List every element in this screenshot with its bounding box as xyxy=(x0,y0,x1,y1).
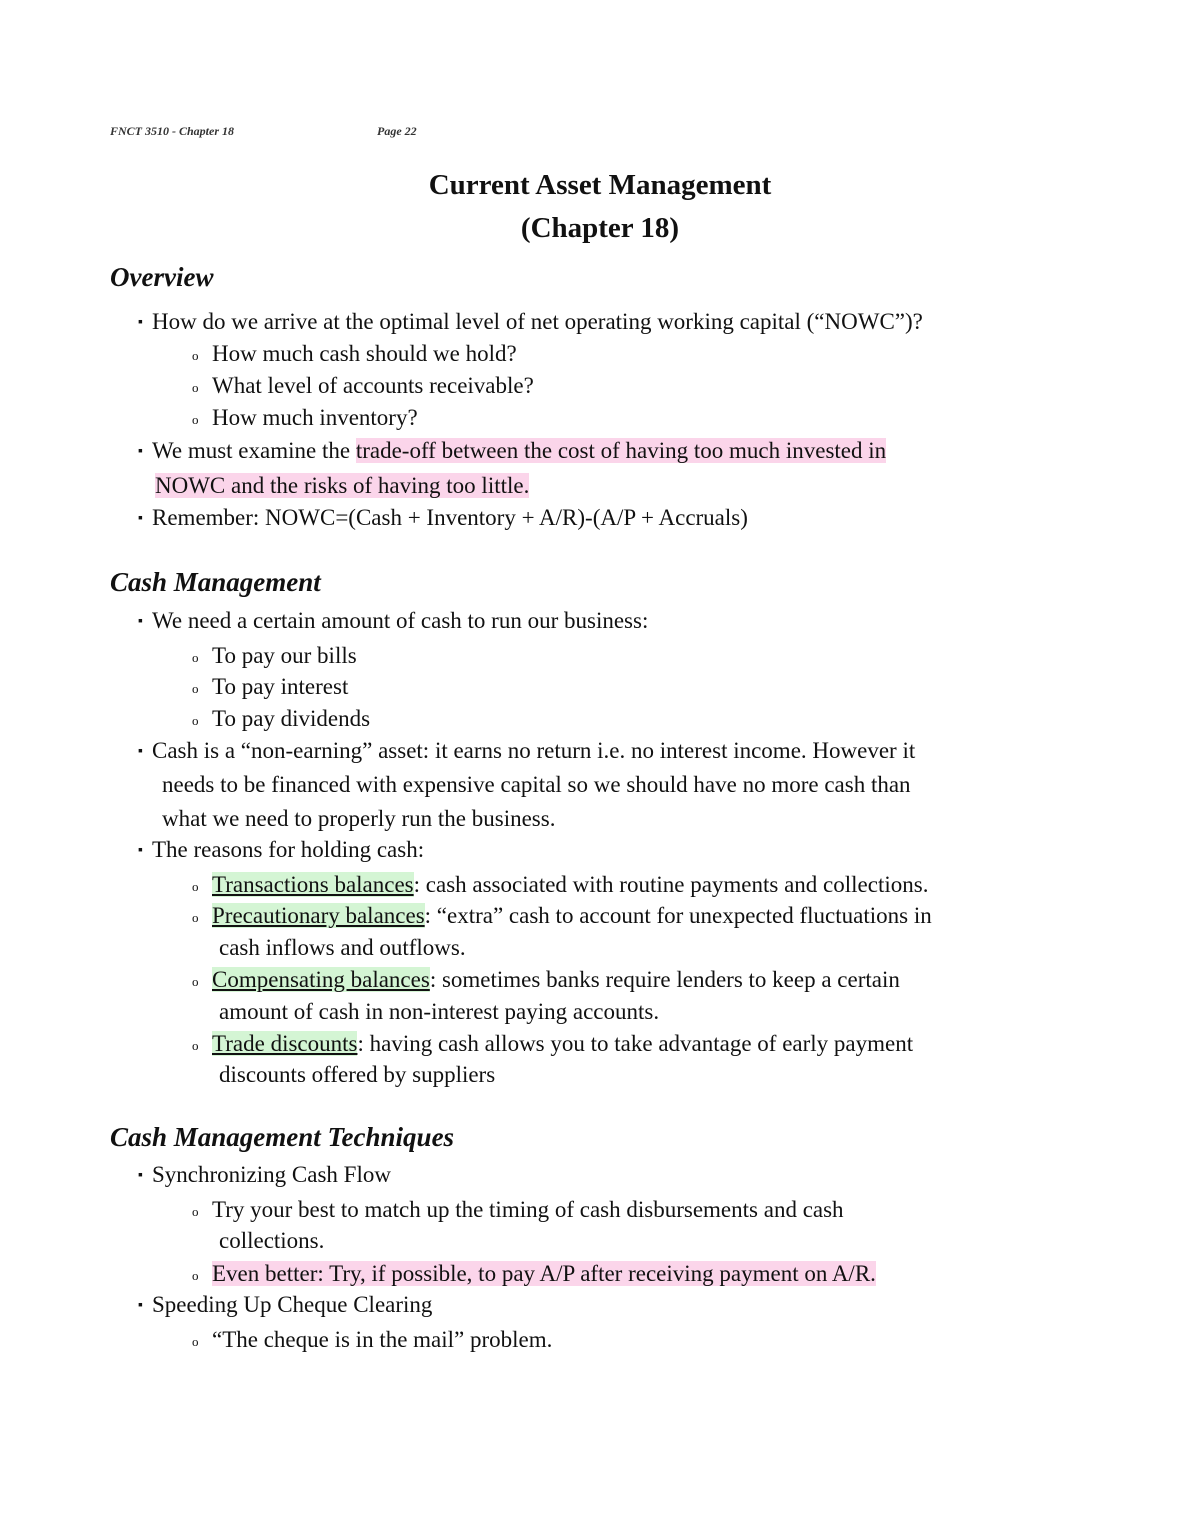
circle-bullet: o xyxy=(192,910,199,925)
cash-management-heading: Cash Management xyxy=(110,567,321,597)
square-bullet: ▪ xyxy=(138,511,143,526)
sub-list-item: o How much inventory? xyxy=(192,403,418,435)
title-line-1: Current Asset Management xyxy=(428,169,772,201)
list-item: ▪ Cash is a “non-earning” asset: it earns no return i.e. no interest income. However it xyxy=(138,736,915,767)
cash-management-techniques-heading: Cash Management Techniques xyxy=(110,1122,455,1152)
list-item: ▪ Synchronizing Cash Flow xyxy=(138,1160,391,1191)
circle-bullet: o xyxy=(192,681,199,696)
sub-list-item: o Trade discounts: having cash allows you to take advantage of early payment xyxy=(192,1029,913,1061)
circle-bullet: o xyxy=(192,1038,199,1053)
circle-bullet: o xyxy=(192,974,199,989)
nowc-formula: Remember: NOWC=(Cash + Inventory + A/R)-(A/P + Accruals) xyxy=(152,505,748,530)
square-bullet: ▪ xyxy=(138,315,143,330)
list-item: ▪ Speeding Up Cheque Clearing xyxy=(138,1290,432,1321)
sub-list-item: o Precautionary balances: “extra” cash to account for unexpected fluctuations in xyxy=(192,901,932,933)
list-item: ▪ The reasons for holding cash: xyxy=(138,835,424,866)
list-item-continuation: collections. xyxy=(219,1228,325,1253)
square-bullet: ▪ xyxy=(138,444,143,459)
circle-bullet: o xyxy=(192,879,199,894)
list-item-continuation: cash inflows and outflows. xyxy=(219,935,466,960)
sub-list-item: o “The cheque is in the mail” problem. xyxy=(192,1325,552,1357)
overview-heading: Overview xyxy=(110,262,214,292)
highlighted-text: NOWC and the risks of having too little. xyxy=(155,473,530,498)
sub-list-item: o Compensating balances: sometimes banks require lenders to keep a certain xyxy=(192,965,900,997)
highlighted-text: trade-off between the cost of having too much invested in xyxy=(355,438,887,463)
sub-list-item: o To pay dividends xyxy=(192,704,370,736)
highlighted-text: Even better: Try, if possible, to pay A/P after receiving payment on A/R. xyxy=(212,1261,876,1286)
sub-list-item: o How much cash should we hold? xyxy=(192,339,517,371)
square-bullet: ▪ xyxy=(138,1298,143,1313)
list-item-continuation xyxy=(155,471,529,501)
sub-list-item: o What level of accounts receivable? xyxy=(192,371,534,403)
list-item-continuation: needs to be financed with expensive capital so we should have no more cash than xyxy=(162,772,911,797)
course-code: FNCT 3510 - Chapter 18 xyxy=(110,124,235,138)
page-header xyxy=(110,124,417,139)
sub-list-item: o To pay our bills xyxy=(192,641,357,673)
circle-bullet: o xyxy=(192,348,199,363)
sub-list-item: o Try your best to match up the timing of cash disbursements and cash xyxy=(192,1195,844,1227)
sub-list-item: o To pay interest xyxy=(192,672,348,704)
circle-bullet: o xyxy=(192,1268,199,1283)
list-item: ▪ We need a certain amount of cash to run our business: xyxy=(138,606,648,637)
circle-bullet: o xyxy=(192,650,199,665)
square-bullet: ▪ xyxy=(138,843,143,858)
highlighted-term: Compensating balances xyxy=(212,967,430,992)
sub-list-item xyxy=(192,1259,876,1291)
list-item-continuation: discounts offered by suppliers xyxy=(219,1062,496,1087)
circle-bullet: o xyxy=(192,713,199,728)
square-bullet: ▪ xyxy=(138,1168,143,1183)
list-item-continuation: amount of cash in non-interest paying accounts. xyxy=(219,999,660,1024)
highlighted-term: Transactions balances xyxy=(212,872,414,897)
list-item: ▪ How do we arrive at the optimal level of net operating working capital (“NOWC”)? xyxy=(138,307,923,338)
circle-bullet: o xyxy=(192,1204,199,1219)
circle-bullet: o xyxy=(192,380,199,395)
circle-bullet: o xyxy=(192,1334,199,1349)
list-item: ▪ We must examine the trade-off between the cost of having too much invested in xyxy=(138,436,886,467)
sub-list-item: o Transactions balances: cash associated with routine payments and collections. xyxy=(192,870,928,902)
square-bullet: ▪ xyxy=(138,614,143,629)
list-item-continuation: what we need to properly run the business. xyxy=(162,806,556,831)
title-line-2: (Chapter 18) xyxy=(520,212,680,244)
list-item xyxy=(138,503,748,534)
highlighted-term: Trade discounts xyxy=(212,1031,358,1056)
circle-bullet: o xyxy=(192,412,199,427)
page-title xyxy=(0,164,1200,250)
square-bullet: ▪ xyxy=(138,744,143,759)
page-number: Page 22 xyxy=(377,124,417,138)
highlighted-term: Precautionary balances xyxy=(212,903,425,928)
